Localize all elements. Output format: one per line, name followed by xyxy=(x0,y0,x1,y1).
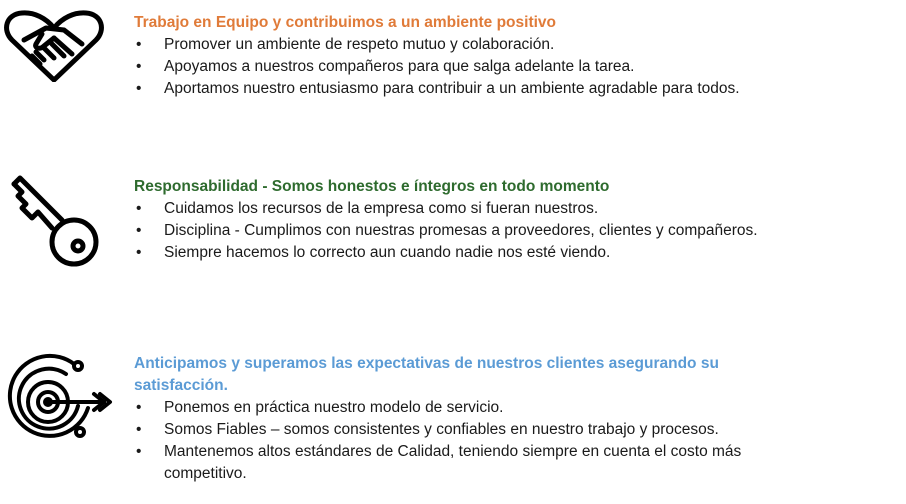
target-arrow-icon xyxy=(4,352,114,448)
section-content xyxy=(134,12,886,100)
list-item: • Mantenemos altos estándares de Calidad, teniendo siempre en cuenta el costo más competitivo. xyxy=(134,441,814,485)
section-responsibility xyxy=(0,170,906,280)
list-item: • Aportamos nuestro entusiasmo para contribuir a un ambiente agradable para todos. xyxy=(134,78,886,100)
list-item: • Apoyamos a nuestros compañeros para que salga adelante la tarea. xyxy=(134,56,886,78)
bullet-list xyxy=(134,34,886,100)
section-heading: Trabajo en Equipo y contribuimos a un ambiente positivo xyxy=(134,14,556,31)
list-item: • Somos Fiables – somos consistentes y confiables en nuestro trabajo y procesos. xyxy=(134,419,814,441)
section-teamwork xyxy=(0,8,906,118)
section-heading: Anticipamos y superamos las expectativas de nuestros clientes asegurando su satisfacción. xyxy=(134,355,719,394)
list-item: • Disciplina - Cumplimos con nuestras promesas a proveedores, clientes y compañeros. xyxy=(134,220,886,242)
list-item: • Ponemos en práctica nuestro modelo de servicio. xyxy=(134,397,814,419)
key-icon xyxy=(8,172,104,268)
list-item: • Promover un ambiente de respeto mutuo y colaboración. xyxy=(134,34,886,56)
section-customer-satisfaction xyxy=(0,348,906,504)
section-heading: Responsabilidad - Somos honestos e íntegros en todo momento xyxy=(134,178,610,195)
section-content xyxy=(134,176,886,264)
list-item: • Cuidamos los recursos de la empresa como si fueran nuestros. xyxy=(134,198,886,220)
section-content xyxy=(134,353,814,485)
list-item: • Siempre hacemos lo correcto aun cuando nadie nos esté viendo. xyxy=(134,242,886,264)
bullet-list xyxy=(134,397,814,485)
bullet-list xyxy=(134,198,886,264)
heart-handshake-icon xyxy=(2,10,106,82)
